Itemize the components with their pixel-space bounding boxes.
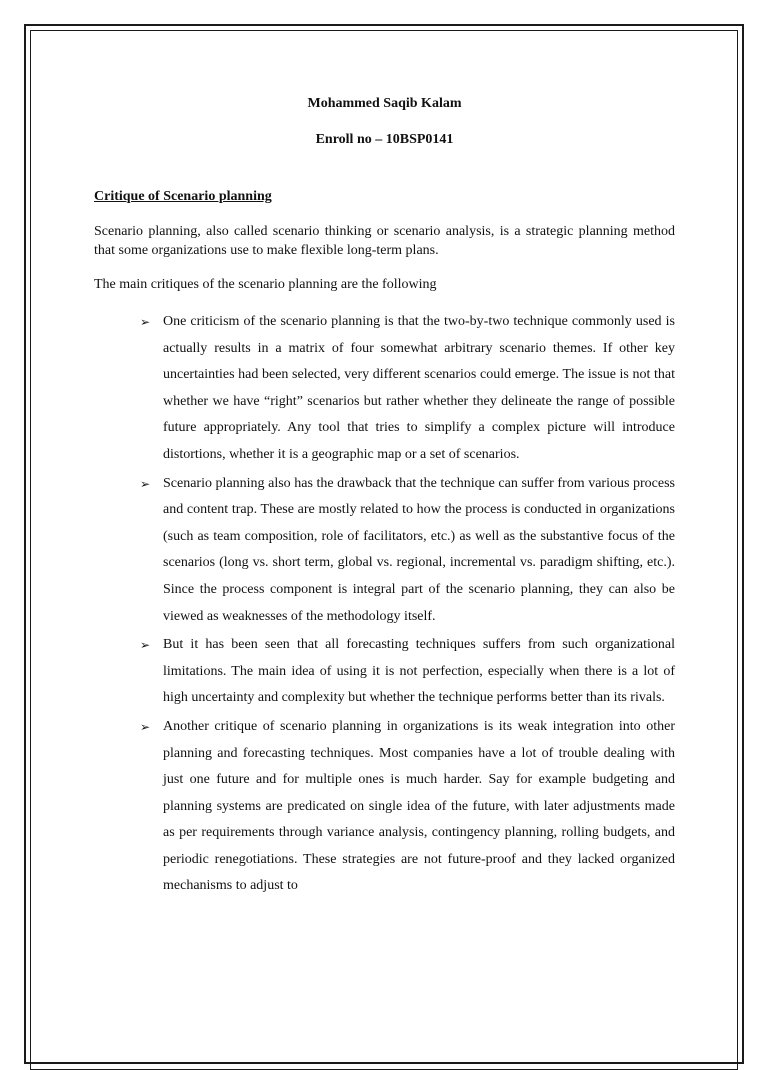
section-heading: Critique of Scenario planning bbox=[94, 189, 272, 204]
arrow-bullet-icon: ➢ bbox=[140, 638, 151, 653]
list-item bbox=[94, 714, 675, 900]
intro-paragraph: Scenario planning, also called scenario thinking or scenario analysis, is a strategic planning method that some organizations use to make flexible long-term plans. bbox=[94, 224, 675, 258]
list-item-text: But it has been seen that all forecasting techniques suffers from such organizational limitations. The main idea of using it is not perfection, especially when there is a lot of high uncertainty and complexity but whether the technique performs better than its rivals. bbox=[163, 637, 675, 706]
arrow-bullet-icon: ➢ bbox=[140, 719, 151, 734]
list-item bbox=[94, 632, 675, 712]
list-item bbox=[94, 309, 675, 469]
list-item-text: Another critique of scenario planning in organizations is its weak integration into other planning and forecasting techniques. Most companies have a lot of trouble dealing with just one future and for multiple ones is much harder. Say for example budgeting and planning systems are predicated on single idea of the future, with later adjustments made as per requirements through variance analysis, contingency planning, rolling budgets, and periodic renegotiations. These strategies are not future-proof and they lacked organized mechanisms to adjust to bbox=[163, 718, 675, 894]
list-item-text: Scenario planning also has the drawback that the technique can suffer from various process and content trap. These are mostly related to how the process is conducted in organizations (such as team composition, role of facilitators, etc.) as well as the substantive focus of the scenarios (long vs. short term, global vs. regional, incremental vs. paradigm shifting, etc.). Since the process component is integral part of the scenario planning, they can also be viewed as weaknesses of the methodology itself. bbox=[163, 475, 675, 624]
critique-list bbox=[94, 309, 675, 900]
document-page bbox=[94, 94, 675, 902]
list-item bbox=[94, 471, 675, 631]
arrow-bullet-icon: ➢ bbox=[140, 315, 151, 329]
author-name: Mohammed Saqib Kalam bbox=[307, 96, 462, 111]
enroll-number: Enroll no – 10BSP0141 bbox=[315, 132, 454, 147]
lead-paragraph: The main critiques of the scenario planning are the following bbox=[94, 277, 437, 292]
arrow-bullet-icon: ➢ bbox=[140, 476, 151, 491]
list-item-text: One criticism of the scenario planning is that the two-by-two technique commonly used is actually results in a matrix of four somewhat arbitrary scenario themes. If other key uncertainties had been selected, very different scenarios could emerge. The issue is not that whether we have “right” scenarios but rather whether they delineate the range of possible future appropriately. Any tool that tries to simplify a complex picture will introduce distortions, whether it is a geographic map or a set of scenarios. bbox=[163, 314, 675, 462]
